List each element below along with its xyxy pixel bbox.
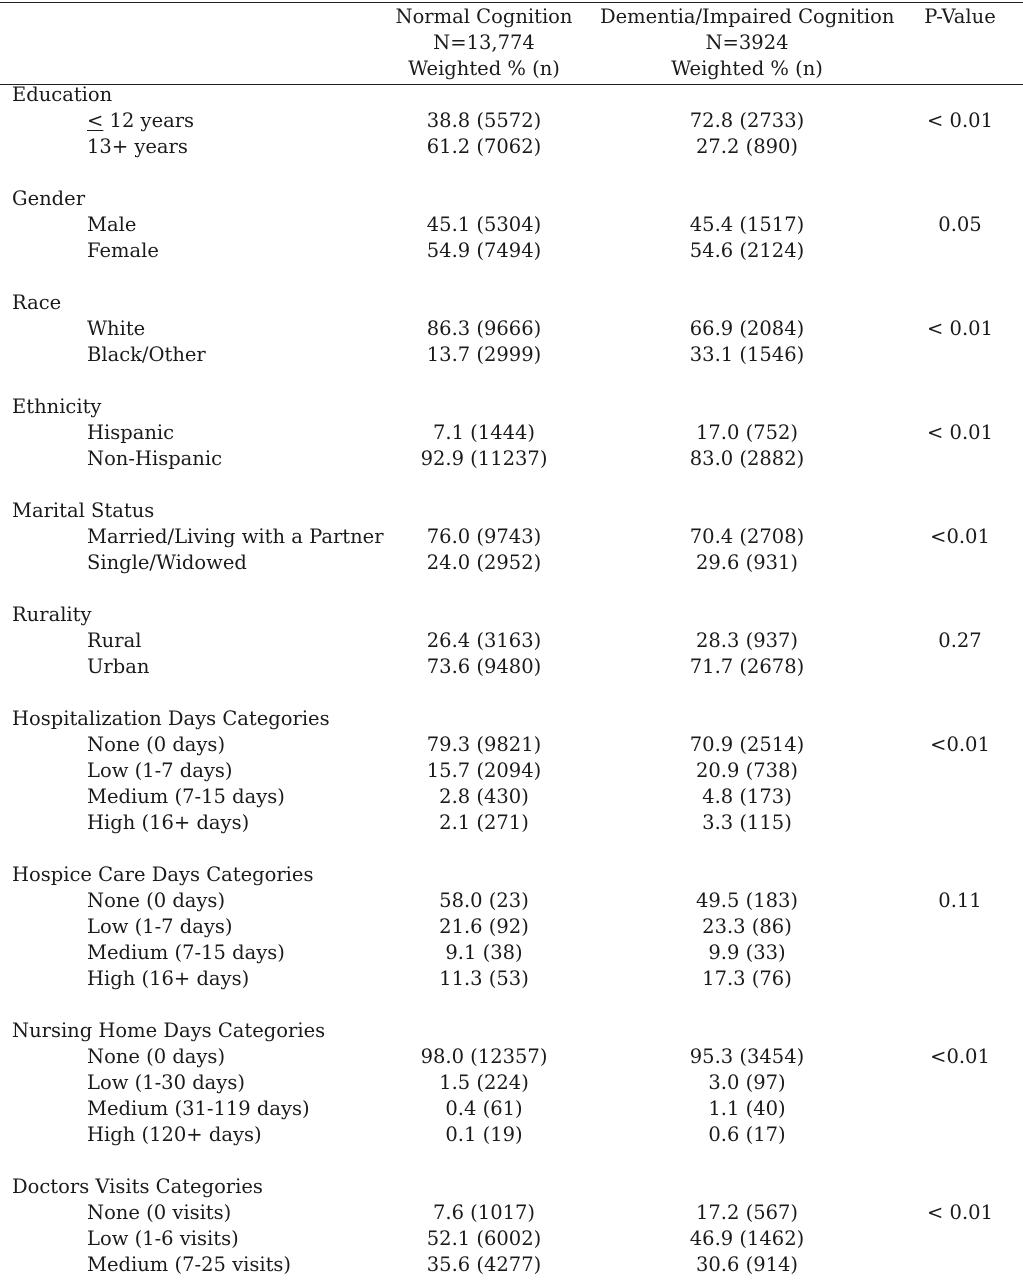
row-label-text: Low (1-7 days) — [87, 915, 233, 938]
normal-cognition-value: 79.3 (9821) — [426, 733, 542, 756]
group-spacer — [0, 472, 1023, 498]
table-row — [0, 1252, 1023, 1278]
row-label — [87, 316, 145, 342]
table-row — [0, 1070, 1023, 1096]
table-row — [0, 134, 1023, 160]
table-row — [0, 628, 1023, 654]
table-body — [0, 82, 1023, 1278]
normal-cognition-value: 52.1 (6002) — [426, 1227, 542, 1250]
category-label: Marital Status — [12, 499, 155, 522]
normal-cognition-value: 35.6 (4277) — [426, 1253, 542, 1276]
table-row — [0, 238, 1023, 264]
dementia-value: 72.8 (2733) — [689, 109, 805, 132]
group-spacer — [0, 1148, 1023, 1174]
group-spacer — [0, 836, 1023, 862]
group-spacer — [0, 680, 1023, 706]
row-label-text: None (0 days) — [87, 889, 226, 912]
dementia-value: 70.4 (2708) — [689, 525, 805, 548]
dementia-value: 17.2 (567) — [695, 1201, 799, 1224]
p-value: 0.27 — [938, 629, 982, 652]
normal-cognition-value: 92.9 (11237) — [420, 447, 548, 470]
table-row — [0, 524, 1023, 550]
row-label-text: None (0 days) — [87, 733, 226, 756]
row-label — [87, 420, 174, 446]
dementia-value: 71.7 (2678) — [689, 655, 805, 678]
less-equal-symbol: < — [87, 109, 104, 132]
p-value: <0.01 — [930, 733, 990, 756]
normal-cognition-value: 7.1 (1444) — [432, 421, 536, 444]
dementia-value: 95.3 (3454) — [689, 1045, 805, 1068]
dementia-value: 9.9 (33) — [708, 941, 786, 964]
table-row — [0, 732, 1023, 758]
p-value: 0.11 — [938, 889, 982, 912]
row-label — [87, 212, 136, 238]
dementia-value: 29.6 (931) — [695, 551, 799, 574]
table-row — [0, 810, 1023, 836]
dementia-value: 45.4 (1517) — [689, 213, 805, 236]
row-label — [87, 654, 149, 680]
row-label — [87, 914, 233, 940]
dementia-value: 1.1 (40) — [708, 1097, 786, 1120]
table-row — [0, 446, 1023, 472]
category-row — [0, 1174, 1023, 1200]
normal-cognition-value: 2.8 (430) — [439, 785, 529, 808]
row-label — [87, 1226, 239, 1252]
category-row — [0, 498, 1023, 524]
table-row — [0, 940, 1023, 966]
table-row — [0, 1096, 1023, 1122]
normal-cognition-value: 0.4 (61) — [445, 1097, 523, 1120]
normal-cognition-value: 38.8 (5572) — [426, 109, 542, 132]
column-header-line: P-Value — [924, 5, 996, 28]
dementia-value: 23.3 (86) — [702, 915, 792, 938]
row-label-text: Low (1-30 days) — [87, 1071, 245, 1094]
row-label — [87, 732, 225, 758]
row-label-text: None (0 visits) — [87, 1201, 232, 1224]
normal-cognition-value: 26.4 (3163) — [426, 629, 542, 652]
row-label — [87, 1200, 231, 1226]
normal-cognition-value: 58.0 (23) — [439, 889, 529, 912]
category-label: Gender — [12, 187, 86, 210]
dementia-value: 49.5 (183) — [695, 889, 799, 912]
row-label-text: High (16+ days) — [87, 967, 250, 990]
category-row — [0, 290, 1023, 316]
table-row — [0, 420, 1023, 446]
table-row — [0, 1200, 1023, 1226]
p-value: < 0.01 — [927, 317, 993, 340]
column-header-line: Weighted % (n) — [408, 57, 560, 80]
group-spacer — [0, 160, 1023, 186]
dementia-value: 70.9 (2514) — [689, 733, 805, 756]
dementia-value: 3.0 (97) — [708, 1071, 786, 1094]
normal-cognition-value: 7.6 (1017) — [432, 1201, 536, 1224]
category-row — [0, 602, 1023, 628]
row-label-text: Male — [87, 213, 137, 236]
row-label — [87, 1096, 310, 1122]
row-label-text: 12 years — [103, 109, 195, 132]
category-row — [0, 1018, 1023, 1044]
row-label-text: Low (1-7 days) — [87, 759, 233, 782]
row-label-text: Medium (7-15 days) — [87, 941, 285, 964]
table-row — [0, 550, 1023, 576]
row-label — [87, 628, 141, 654]
row-label-text: White — [87, 317, 146, 340]
group-spacer — [0, 992, 1023, 1018]
row-label — [87, 1044, 225, 1070]
row-label — [87, 1070, 245, 1096]
column-header-line: Weighted % (n) — [671, 57, 823, 80]
row-label — [87, 524, 384, 550]
row-label — [87, 888, 225, 914]
table-row — [0, 108, 1023, 134]
normal-cognition-value: 98.0 (12357) — [420, 1045, 548, 1068]
row-label — [87, 1122, 262, 1148]
column-header-line: N=3924 — [705, 31, 789, 54]
dementia-value: 3.3 (115) — [702, 811, 792, 834]
p-value: 0.05 — [938, 213, 982, 236]
row-label — [87, 966, 249, 992]
row-label — [87, 940, 285, 966]
column-header-line: N=13,774 — [433, 31, 535, 54]
normal-cognition-value: 1.5 (224) — [439, 1071, 529, 1094]
column-header-dementia — [600, 4, 894, 82]
table-row — [0, 342, 1023, 368]
row-label — [87, 784, 285, 810]
category-label: Hospice Care Days Categories — [12, 863, 314, 886]
normal-cognition-value: 61.2 (7062) — [426, 135, 542, 158]
row-label-text: 13+ years — [87, 135, 188, 158]
row-label — [87, 238, 159, 264]
row-label — [87, 810, 249, 836]
category-label: Education — [12, 83, 113, 106]
category-label: Hospitalization Days Categories — [12, 707, 330, 730]
row-label-text: Black/Other — [87, 343, 206, 366]
category-label: Doctors Visits Categories — [12, 1175, 263, 1198]
dementia-value: 66.9 (2084) — [689, 317, 805, 340]
normal-cognition-value: 45.1 (5304) — [426, 213, 542, 236]
normal-cognition-value: 76.0 (9743) — [426, 525, 542, 548]
table-row — [0, 1044, 1023, 1070]
row-label-text: Hispanic — [87, 421, 175, 444]
column-header-line: Normal Cognition — [395, 5, 573, 28]
row-label-text: Urban — [87, 655, 150, 678]
table-row — [0, 212, 1023, 238]
p-value: < 0.01 — [927, 421, 993, 444]
row-label — [87, 134, 188, 160]
category-row — [0, 82, 1023, 108]
row-label-text: Rural — [87, 629, 142, 652]
group-spacer — [0, 264, 1023, 290]
row-label-text: Low (1-6 visits) — [87, 1227, 239, 1250]
category-row — [0, 186, 1023, 212]
row-label — [87, 108, 194, 134]
normal-cognition-value: 11.3 (53) — [439, 967, 529, 990]
normal-cognition-value: 24.0 (2952) — [426, 551, 542, 574]
row-label-text: Medium (31-119 days) — [87, 1097, 310, 1120]
normal-cognition-value: 54.9 (7494) — [426, 239, 542, 262]
table-row — [0, 1226, 1023, 1252]
row-label-text: Medium (7-25 visits) — [87, 1253, 292, 1276]
table-row — [0, 966, 1023, 992]
group-spacer — [0, 576, 1023, 602]
category-label: Rurality — [12, 603, 92, 626]
normal-cognition-value: 2.1 (271) — [439, 811, 529, 834]
group-spacer — [0, 368, 1023, 394]
p-value: < 0.01 — [927, 1201, 993, 1224]
table-row — [0, 316, 1023, 342]
category-row — [0, 394, 1023, 420]
normal-cognition-value: 86.3 (9666) — [426, 317, 542, 340]
dementia-value: 20.9 (738) — [695, 759, 799, 782]
row-label-text: None (0 days) — [87, 1045, 226, 1068]
category-row — [0, 862, 1023, 888]
normal-cognition-value: 15.7 (2094) — [426, 759, 542, 782]
dementia-value: 0.6 (17) — [708, 1123, 786, 1146]
category-row — [0, 706, 1023, 732]
category-label: Race — [12, 291, 62, 314]
column-header-p-value — [910, 4, 1010, 30]
column-header-line: Dementia/Impaired Cognition — [600, 5, 895, 28]
row-label — [87, 758, 233, 784]
dementia-value: 28.3 (937) — [695, 629, 799, 652]
table-top-rule — [0, 2, 1023, 3]
table-row — [0, 888, 1023, 914]
row-label — [87, 550, 247, 576]
dementia-value: 33.1 (1546) — [689, 343, 805, 366]
row-label-text: Single/Widowed — [87, 551, 247, 574]
dementia-value: 46.9 (1462) — [689, 1227, 805, 1250]
row-label-text: Married/Living with a Partner — [87, 525, 384, 548]
dementia-value: 83.0 (2882) — [689, 447, 805, 470]
table-row — [0, 784, 1023, 810]
row-label-text: Medium (7-15 days) — [87, 785, 285, 808]
dementia-value: 17.3 (76) — [702, 967, 792, 990]
row-label-text: High (16+ days) — [87, 811, 250, 834]
category-label: Nursing Home Days Categories — [12, 1019, 326, 1042]
table-row — [0, 914, 1023, 940]
column-header-normal-cognition — [384, 4, 584, 82]
normal-cognition-value: 13.7 (2999) — [426, 343, 542, 366]
p-value: <0.01 — [930, 1045, 990, 1068]
table-row — [0, 1122, 1023, 1148]
dementia-value: 54.6 (2124) — [689, 239, 805, 262]
table-row — [0, 758, 1023, 784]
normal-cognition-value: 73.6 (9480) — [426, 655, 542, 678]
row-label — [87, 446, 222, 472]
category-label: Ethnicity — [12, 395, 102, 418]
normal-cognition-value: 0.1 (19) — [445, 1123, 523, 1146]
row-label-text: Non-Hispanic — [87, 447, 223, 470]
dementia-value: 27.2 (890) — [695, 135, 799, 158]
table-row — [0, 654, 1023, 680]
row-label-text: High (120+ days) — [87, 1123, 262, 1146]
dementia-value: 30.6 (914) — [695, 1253, 799, 1276]
normal-cognition-value: 9.1 (38) — [445, 941, 523, 964]
normal-cognition-value: 21.6 (92) — [439, 915, 529, 938]
row-label — [87, 342, 206, 368]
p-value: < 0.01 — [927, 109, 993, 132]
p-value: <0.01 — [930, 525, 990, 548]
dementia-value: 4.8 (173) — [702, 785, 792, 808]
dementia-value: 17.0 (752) — [695, 421, 799, 444]
row-label — [87, 1252, 291, 1278]
row-label-text: Female — [87, 239, 159, 262]
